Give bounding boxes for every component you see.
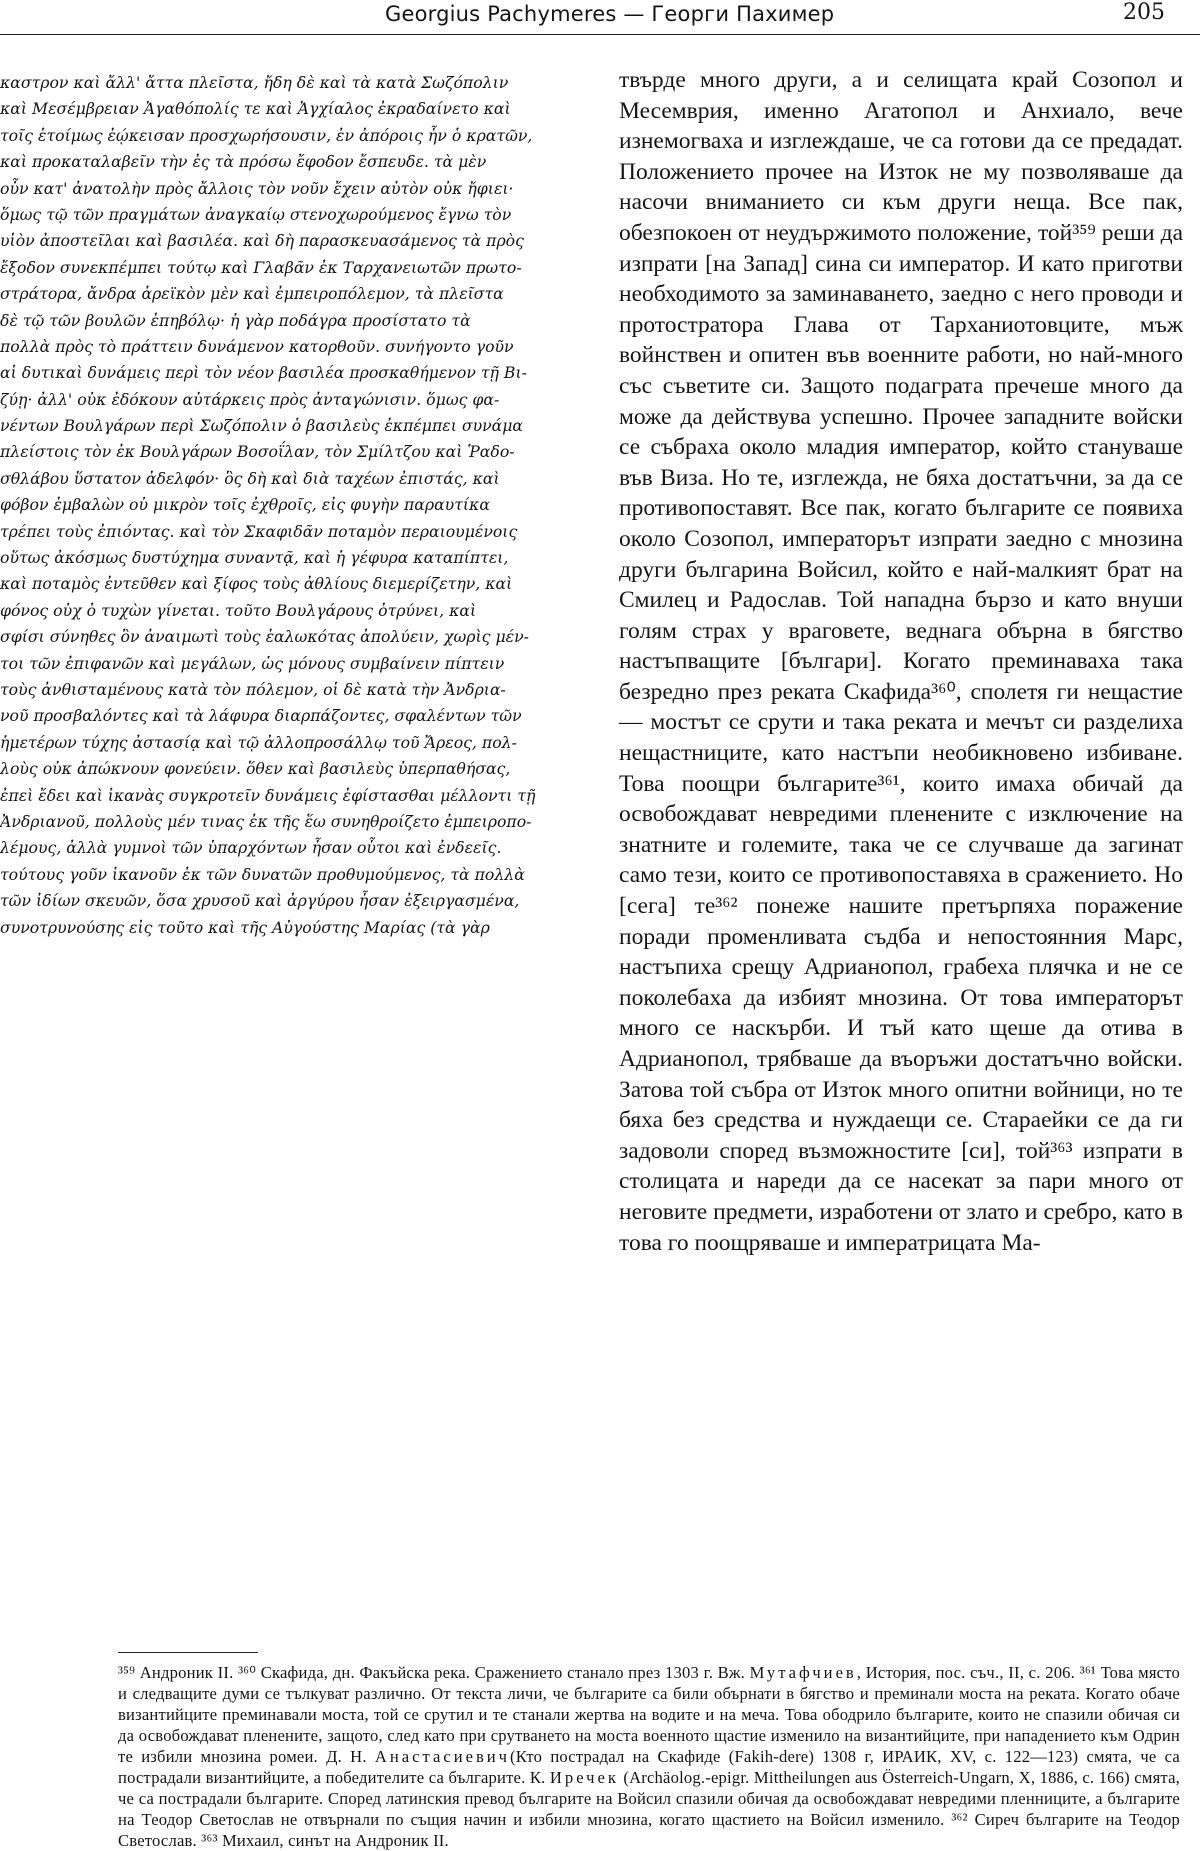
greek-line: τρέπει τοὺς ἐπιόντας. καὶ τὸν Σκαφιδᾶν ποταμὸν περαιουμένοις — [0, 521, 518, 541]
greek-line: καὶ Μεσέμβρειαν Ἀγαθόπολίς τε καὶ Ἀγχίαλος ἐκραδαίνετο καὶ — [0, 99, 511, 119]
greek-line: ἔξοδον συνεκπέμπει τούτῳ καὶ Γλαβᾶν ἐκ Ταρχανειωτῶν πρωτο- — [0, 257, 522, 277]
greek-line: στράτορα, ἄνδρα ἀρεϊκὸν μὲν καὶ ἐμπειροπόλεμον, τὰ πλεῖστα — [0, 284, 504, 304]
greek-line: Ἀνδριανοῦ, πολλοὺς μέν τινας ἐκ τῆς ἕω συνηθροίζετο ἐμπειροπο- — [0, 811, 532, 831]
footnote-360 — [238, 1663, 1075, 1682]
greek-line: φόνος οὐχ ὁ τυχὼν γίνεται. τοῦτο Βουλγάρους ὀτρύνει, καὶ — [0, 600, 477, 620]
footnote-text: (Archäolog.-epigr. Mittheilungen aus Österreich-Ungarn, X, 1886, с. 166) смята, че са пострадали българите. Според латинския превод българите на Войсил спазили обичая да освобождават невредими пленниците, а българите на Теодор Светослав не отвърнали по същия начин и избили мнозина, когато щастието на Войсил изменило. — [118, 1768, 1180, 1829]
running-title: Georgius Pachymeres — Георги Пахимер — [385, 2, 835, 26]
greek-line: οὖν κατ' ἀνατολὴν πρὸς ἄλλοις τὸν νοῦν ἔχειν αὐτὸν οὐκ ἤφιει· — [0, 178, 514, 198]
bulgarian-translation-column — [619, 65, 1183, 1258]
greek-line: ἡμετέρων τύχης ἀστασίᾳ καὶ τῷ ἀλλοπροσάλλῳ τοῦ Ἄρεος, πολ- — [0, 732, 517, 752]
footnote-text: ³⁶¹ Това място и следващите думи се тълкуват различно. От текста личи, че българите са били обърнати в бягство и преминали моста на реката. Когато обаче византийците преминавали моста, той се срутил и те станали жертва на водите и на меча. Това ободрило българите, които не спазили обичая си да освобождават пленените, защото, след като при срутването на моста военното щастие изменило на византийците, при нападението към Одрин те избили мнозина ромеи. Д. Н. — [118, 1663, 1180, 1766]
running-head — [0, 0, 1200, 40]
footnote-359: ³⁵⁹ Андроник II. — [118, 1663, 234, 1682]
header-rule — [0, 34, 1200, 35]
greek-line: υἱὸν ἀποστεῖλαι καὶ βασιλέα. καὶ δὴ παρασκευασάμενος τὰ πρὸς — [0, 231, 524, 251]
greek-line: τοι τῶν ἐπιφανῶν καὶ μεγάλων, ὡς μόνους συμβαίνειν πίπτειν — [0, 653, 505, 673]
footnotes — [118, 1662, 1180, 1851]
greek-line: καστρον καὶ ἄλλ' ἄττα πλεῖστα, ἤδη δὲ καὶ τὰ κατὰ Σωζόπολιν — [0, 73, 509, 92]
footnote-363: ³⁶³ Михаил, синът на Андроник II. — [201, 1831, 449, 1850]
footnote-361 — [118, 1663, 1180, 1829]
footnote-text: (Кто пострадал на Скафиде (Fakih-dere) 1308 г, ИРАИК, XV, с. 122—123) смята, че са пострадали византийците, а победителите са българите. К. — [118, 1747, 1180, 1787]
greek-line: καὶ ποταμὸς ἐντεῦθεν καὶ ξίφος τοὺς ἀθλίους διεμερίζετην, καὶ — [0, 574, 513, 594]
footnote-block — [118, 1662, 1180, 1851]
greek-line: πολλὰ πρὸς τὸ πράττειν δυνάμενον κατορθοῦν. συνήγοντο γοῦν — [0, 336, 514, 356]
greek-line: οὕτως ἀκόσμως δυστύχημα συναντᾷ, καὶ ἡ γέφυρα καταπίπτει, — [0, 548, 509, 568]
greek-original-column — [0, 70, 598, 1000]
greek-line: σφίσι σύνηθες ὂν ἀναιμωτὶ τοὺς ἑαλωκότας ἀπολύειν, χωρὶς μέν- — [0, 627, 529, 647]
greek-line: ὅμως τῷ τῶν πραγμάτων ἀναγκαίῳ στενοχωρούμενος ἔγνω τὸν — [0, 204, 512, 224]
greek-line: τοῖς ἑτοίμως ἐῴκεισαν προσχωρήσουσιν, ἐν ἀπόροις ἦν ὁ κρατῶν, — [0, 125, 533, 145]
greek-line: ἐπεὶ ἔδει καὶ ἱκανὰς συγκροτεῖν δυνάμεις ἐφίστασθαι μέλλοντι τῇ — [0, 785, 536, 805]
greek-line: σθλάβου ὕστατον ἀδελφόν· ὃς δὴ καὶ διὰ ταχέων ἐπιστάς, καὶ — [0, 468, 500, 488]
greek-line: δὲ τῷ τῶν βουλῶν ἐπηβόλῳ· ἡ γὰρ ποδάγρα προσίστατο τὰ — [0, 310, 471, 330]
footnote-362: ³⁶² Сиреч българите на Теодор Светослав. — [118, 1810, 1181, 1850]
greek-line: νοῦ προσβαλόντες καὶ τὰ λάφυρα διαρπάζοντες, σφαλέντων τῶν — [0, 706, 522, 726]
greek-line: φόβον ἐμβαλὼν οὐ μικρὸν τοῖς ἐχθροῖς, εἰς φυγὴν παραυτίκα — [0, 495, 490, 515]
greek-line: λοὺς οὐκ ἀπώκνουν φονεύειν. ὅθεν καὶ βασιλεὺς ὑπερπαθήσας, — [0, 759, 511, 779]
footnote-author: Анастасиевич — [374, 1747, 511, 1766]
translation-paragraph: твърде много други, а и селищата край Созопол и Месемврия, именно Агатопол и Анхиало, вече изнемогваха и изглеждаше, че са готови да се предадат. Положението прочее на Изток не му позволяваше да насочи вниманието си към други неща. Все пак, обезпокоен от неудържимото положение, той³⁵⁹ реши да изпрати [на Запад] сина си император. И като приготви необходимото за заминаването, заедно с него проводи и протостратора Глава от Тарханиотовците, мъж войнствен и опитен във военните работи, но най-много със съветите си. Защото подаграта пречеше много да може да действува успешно. Прочее западните войски се събраха около младия император, който стануваше във Виза. Но те, изглежда, не бяха достатъчни, за да се противопоставят. Все пак, когато българите се появиха около Созопол, императорът изпрати заедно с мнозина други българина Войсил, който е най-малкият брат на Смилец и Радослав. Той нападна бързо и като внуши голям страх у враговете, веднага обърна в бягство настъпващите [българи]. Когато преминаваха така безредно през реката Скафида³⁶⁰, сполетя ги нещастие — мостът се срути и така реката и мечът си разделиха нещастниците, като настъпи необикновено избиване. Това поощри българите³⁶¹, които имаха обичай да освобождават невредими пленените с изключение на знатните и големите, така че се случваше да загинат само тези, които се противопоставяха в сражението. Но [сега] те³⁶² понеже нашите претърпяха поражение поради променливата съдба и непостоянния Марс, настъпиха срещу Адрианопол, грабеха плячка и не се поколебаха да избият мнозина. От това императорът много се наскърби. И тъй като щеше да отива в Адрианопол, трябваше да въоръжи достатъчно войски. Затова той събра от Изток много опитни войници, но те бяха без средства и нуждаещи се. Старaейки се да ги задоволи според възможностите [си], той³⁶³ изпрати в столицата и нареди да се насекат за пари много от неговите предмети, изработени от злато и сребро, като в това го поощряваше и императрицата Ма- — [619, 67, 1183, 1256]
footnote-author: Мутафчиев — [749, 1663, 857, 1682]
page-number: 205 — [1123, 0, 1165, 25]
greek-line: τοὺς ἀνθισταμένους κατὰ τὸν πόλεμον, οἱ δὲ κατὰ τὴν Ἀνδρια- — [0, 679, 506, 699]
footnote-text: , История, пос. съч., II, с. 206. — [856, 1663, 1076, 1682]
greek-line: συνοτρυνούσης εἰς τοῦτο καὶ τῆς Αὐγούστης Μαρίας (τὰ γὰρ — [0, 917, 490, 937]
greek-line: νέντων Βουλγάρων περὶ Σωζόπολιν ὁ βασιλεὺς ἐκπέμπει συνάμα — [0, 416, 524, 436]
greek-line: πλείστοις τὸν ἐκ Βουλγάρων Βοσοΐλαν, τὸν Σμίλτζου καὶ Ῥαδο- — [0, 442, 515, 462]
greek-line: αἱ δυτικαὶ δυνάμεις περὶ τὸν νέον βασιλέα προσκαθήμενον τῇ Βι- — [0, 363, 527, 383]
footnote-author: Иречек — [549, 1768, 619, 1787]
footnote-text: ³⁶⁰ Скафида, дн. Факъйска река. Сражението станало през 1303 г. Вж. — [238, 1663, 745, 1682]
greek-line: καὶ προκαταλαβεῖν τὴν ἐς τὰ πρόσω ἔφοδον ἔσπευδε. τὰ μὲν — [0, 152, 487, 172]
greek-line: τούτους γοῦν ἱκανοῦν ἐκ τῶν δυνατῶν προθυμούμενος, τὰ πολλὰ — [0, 864, 525, 884]
footnote-rule — [118, 1652, 258, 1653]
greek-line: ζύῃ· ἀλλ' οὐκ ἐδόκουν αὐτάρκεις πρὸς ἀνταγώνισιν. ὅμως φα- — [0, 389, 500, 409]
greek-line: τῶν ἰδίων σκευῶν, ὅσα χρυσοῦ καὶ ἀργύρου ἦσαν ἐξειργασμένα, — [0, 891, 520, 911]
greek-line: λέμους, ἀλλὰ γυμνοὶ τῶν ὑπαρχόντων ἦσαν οὗτοι καὶ ἐνδεεῖς. — [0, 838, 502, 858]
